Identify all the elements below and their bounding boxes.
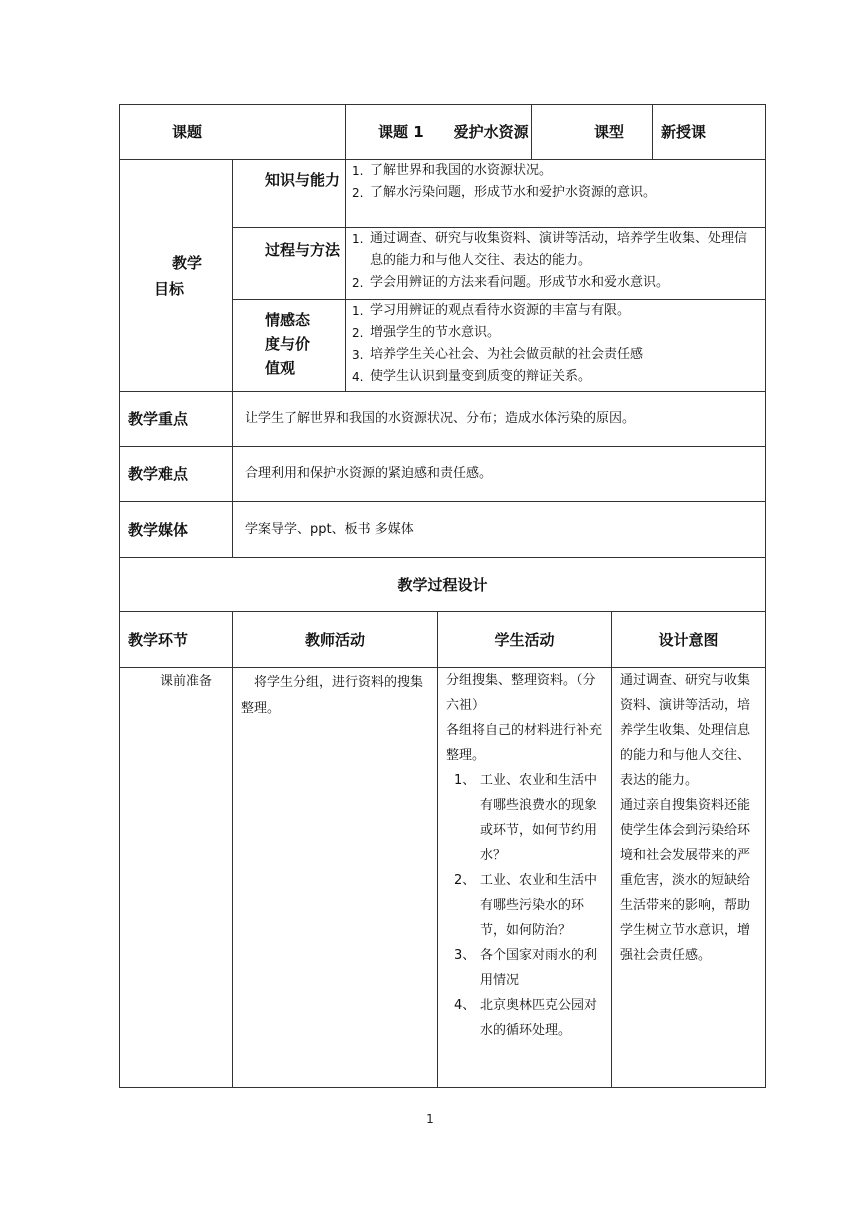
emotion-item: 1. 学习用辨证的观点看待水资源的丰富与有限。 xyxy=(352,303,631,318)
objectives-label-line1: 教学 xyxy=(172,253,203,272)
design-title-row xyxy=(120,558,766,612)
media-label: 教学媒体 xyxy=(120,502,233,558)
emotion-item: 2. 增强学生的节水意识。 xyxy=(352,325,501,340)
emotion-item: 3. 培养学生关心社会、为社会做贡献的社会责任感 xyxy=(352,347,644,362)
type-label: 课型 xyxy=(532,105,653,160)
teacher-activity: 将学生分组，进行资料的搜集整理。 xyxy=(233,668,438,1088)
difficulties-label: 教学难点 xyxy=(120,447,233,502)
process-item: 1. 通过调查、研究与收集资料、演讲等活动，培养学生收集、处理信息的能力和与他人交往、表达的能力。 xyxy=(352,231,748,268)
knowledge-items xyxy=(346,160,766,228)
lesson-plan-table xyxy=(119,104,766,1088)
process-item: 2. 学会用辨证的方法来看问题。形成节水和爱水意识。 xyxy=(352,275,670,290)
intent-paragraph: 通过调查、研究与收集资料、演讲等活动，培养学生收集、处理信息的能力和与他人交往、表达的能力。 xyxy=(620,673,751,788)
process-items xyxy=(346,228,766,300)
difficulties-row xyxy=(120,447,766,502)
topic-value: 课题 1 爱护水资源 xyxy=(346,105,532,160)
student-item: 1、 工业、农业和生活中有哪些浪费水的现象或环节，如何节约用水？ xyxy=(454,773,598,863)
student-item: 2、 工业、农业和生活中有哪些污染水的环节，如何防治？ xyxy=(454,873,598,938)
column-header-intent: 设计意图 xyxy=(612,612,766,668)
media-row xyxy=(120,502,766,558)
difficulties-value: 合理利用和保护水资源的紧迫感和责任感。 xyxy=(233,447,766,502)
student-activity xyxy=(438,668,612,1088)
column-header-student: 学生活动 xyxy=(438,612,612,668)
process-label: 过程与方法 xyxy=(233,228,346,300)
key-points-row xyxy=(120,392,766,447)
topic-label: 课题 xyxy=(120,105,346,160)
knowledge-item: 2. 了解水污染问题，形成节水和爱护水资源的意识。 xyxy=(352,185,657,200)
column-header-row xyxy=(120,612,766,668)
objectives-label xyxy=(120,160,233,392)
student-intro-2: 各组将自己的材料进行补充整理。 xyxy=(446,723,603,763)
media-value: 学案导学、ppt、板书 多媒体 xyxy=(233,502,766,558)
student-item: 3、 各个国家对雨水的利用情况 xyxy=(454,948,598,988)
objectives-label-line2: 目标 xyxy=(154,279,185,298)
type-value: 新授课 xyxy=(653,105,766,160)
key-points-label: 教学重点 xyxy=(120,392,233,447)
process-content-row xyxy=(120,668,766,1088)
topic-row xyxy=(120,105,766,160)
stage-cell: 课前准备 xyxy=(120,668,233,1088)
page-number: 1 xyxy=(426,1112,434,1126)
objective-knowledge-row xyxy=(120,160,766,228)
key-points-value: 让学生了解世界和我国的水资源状况、分布；造成水体污染的原因。 xyxy=(233,392,766,447)
design-intent xyxy=(612,668,766,1088)
emotion-item: 4. 使学生认识到量变到质变的辩证关系。 xyxy=(352,369,592,384)
student-intro: 分组搜集、整理资料。（分六祖） xyxy=(446,673,596,713)
knowledge-item: 1. 了解世界和我国的水资源状况。 xyxy=(352,163,553,178)
column-header-teacher: 教师活动 xyxy=(233,612,438,668)
knowledge-label: 知识与能力 xyxy=(233,160,346,228)
emotion-items xyxy=(346,300,766,392)
intent-paragraph: 通过亲自搜集资料还能使学生体会到污染给环境和社会发展带来的严重危害，淡水的短缺给生活带来的影响，帮助学生树立节水意识，增强社会责任感。 xyxy=(620,798,751,963)
column-header-stage: 教学环节 xyxy=(120,612,233,668)
design-title: 教学过程设计 xyxy=(120,558,766,612)
emotion-label: 情感态度与价值观 xyxy=(233,300,346,392)
student-item: 4、 北京奥林匹克公园对水的循环处理。 xyxy=(454,998,598,1038)
